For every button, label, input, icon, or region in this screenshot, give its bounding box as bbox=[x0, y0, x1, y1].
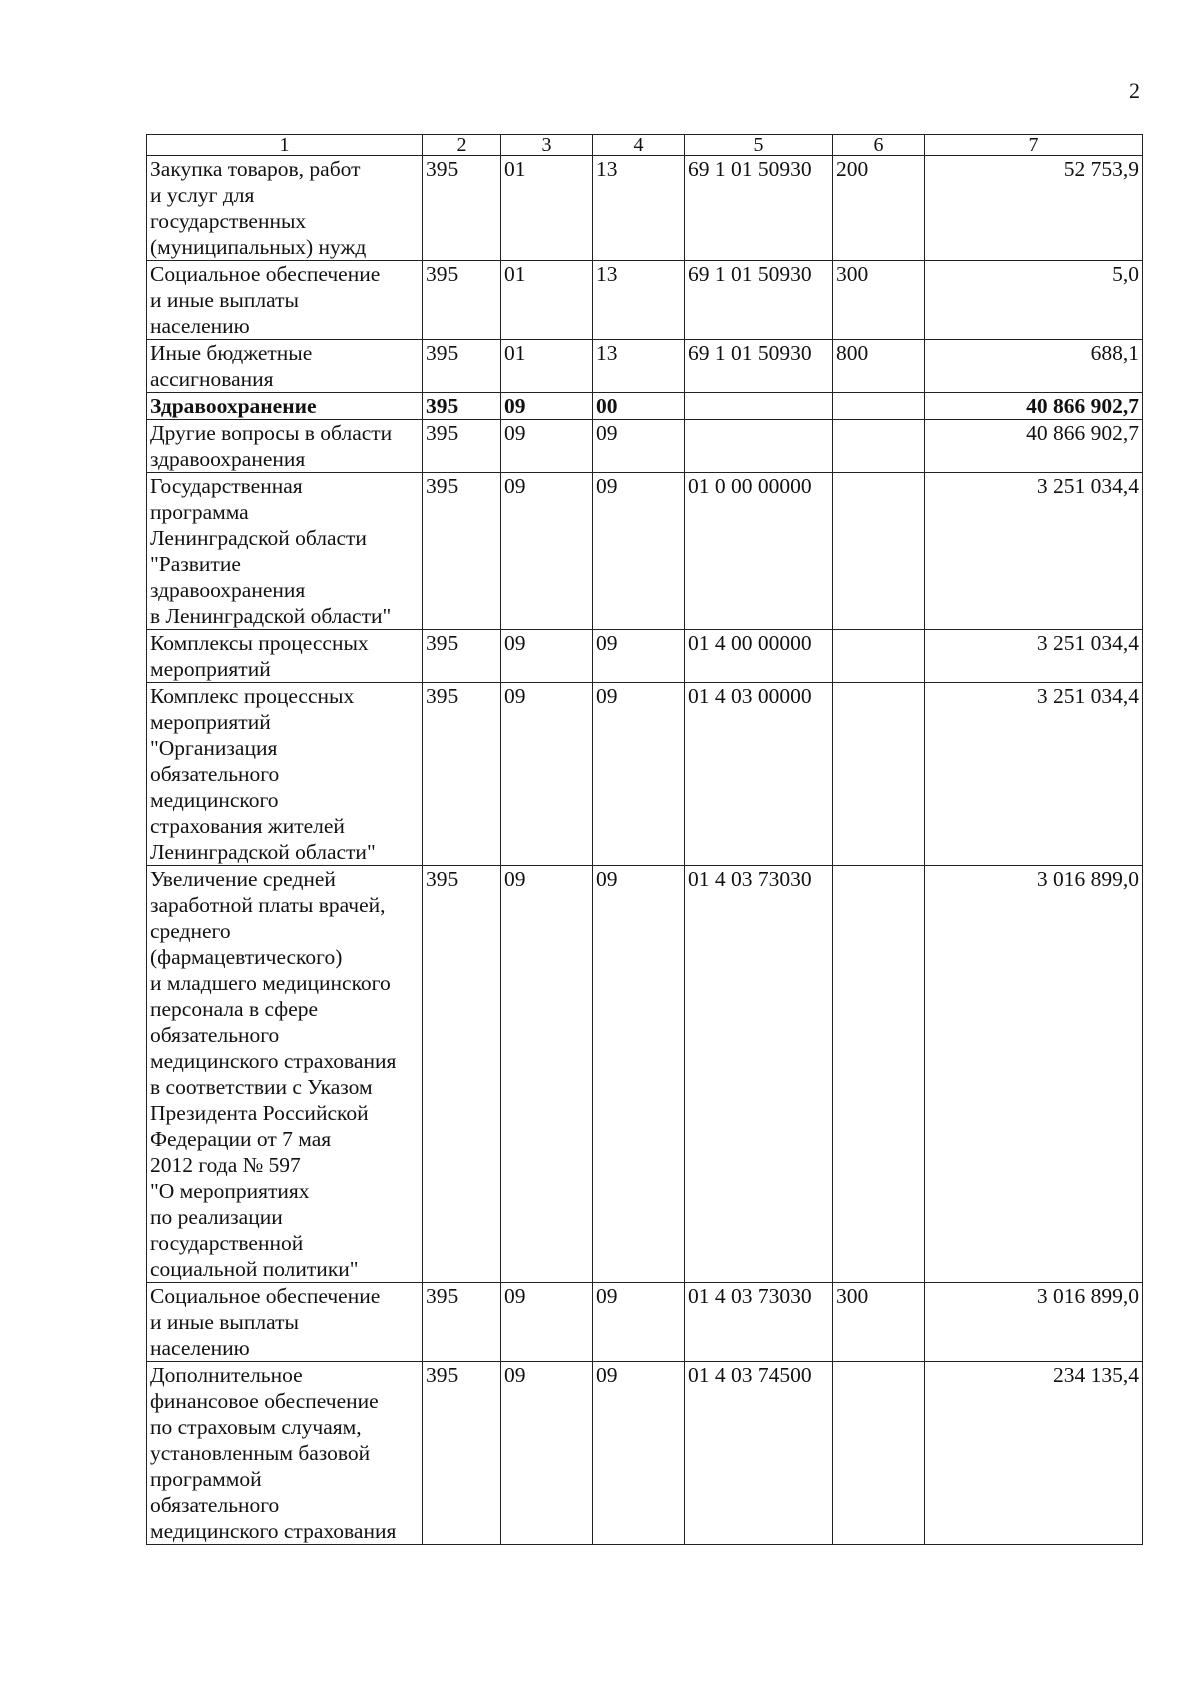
admin-code-cell: 395 bbox=[423, 866, 501, 1283]
expense-type-cell bbox=[833, 393, 925, 420]
row-name-line: в Ленинградской области" bbox=[150, 604, 392, 628]
admin-code-cell: 395 bbox=[423, 1362, 501, 1545]
admin-code-cell: 395 bbox=[423, 1283, 501, 1362]
section-code-cell: 09 bbox=[501, 866, 593, 1283]
target-article-cell: 01 4 03 74500 bbox=[685, 1362, 833, 1545]
subsection-code-cell: 09 bbox=[593, 420, 685, 473]
row-name-line: установленным базовой bbox=[150, 1441, 371, 1465]
admin-code-cell: 395 bbox=[423, 473, 501, 630]
row-name-line: страхования жителей bbox=[150, 814, 345, 838]
row-name-line: (муниципальных) нужд bbox=[150, 235, 367, 259]
table-body bbox=[147, 156, 1143, 1545]
target-article-cell: 69 1 01 50930 bbox=[685, 261, 833, 340]
expense-type-cell bbox=[833, 630, 925, 683]
row-name-line: населению bbox=[150, 314, 250, 338]
expense-type-cell: 800 bbox=[833, 340, 925, 393]
row-name-line: социальной политики" bbox=[150, 1257, 359, 1281]
table-row bbox=[147, 420, 1143, 473]
admin-code-cell: 395 bbox=[423, 261, 501, 340]
admin-code-cell: 395 bbox=[423, 683, 501, 866]
row-name-line: мероприятий bbox=[150, 710, 271, 734]
row-name-line: "Организация bbox=[150, 736, 278, 760]
section-code-cell: 01 bbox=[501, 261, 593, 340]
row-name-line: Иные бюджетные bbox=[150, 341, 313, 365]
row-name-line: и иные выплаты bbox=[150, 1310, 299, 1334]
row-name-line: обязательного bbox=[150, 1493, 280, 1517]
table-row bbox=[147, 1283, 1143, 1362]
row-name-cell bbox=[147, 683, 423, 866]
expense-type-cell: 200 bbox=[833, 156, 925, 261]
row-name-cell bbox=[147, 261, 423, 340]
row-name-line: Здравоохранение bbox=[150, 394, 317, 418]
row-name-line: программой bbox=[150, 1467, 262, 1491]
row-name-line: мероприятий bbox=[150, 657, 271, 681]
expense-type-cell bbox=[833, 1362, 925, 1545]
row-name-line: Ленинградской области bbox=[150, 526, 367, 550]
row-name-line: Дополнительное bbox=[150, 1363, 303, 1387]
admin-code-cell: 395 bbox=[423, 630, 501, 683]
row-name-line: Закупка товаров, работ bbox=[150, 157, 361, 181]
row-name-line: по реализации bbox=[150, 1205, 283, 1229]
row-name-line: государственной bbox=[150, 1231, 304, 1255]
target-article-cell: 69 1 01 50930 bbox=[685, 340, 833, 393]
admin-code-cell: 395 bbox=[423, 340, 501, 393]
row-name-line: медицинского страхования bbox=[150, 1049, 397, 1073]
admin-code-cell: 395 bbox=[423, 156, 501, 261]
row-name-line: финансовое обеспечение bbox=[150, 1389, 379, 1413]
row-name-line: обязательного bbox=[150, 762, 280, 786]
row-name-line: (фармацевтического) bbox=[150, 945, 343, 969]
row-name-line: Федерации от 7 мая bbox=[150, 1127, 332, 1151]
section-code-cell: 09 bbox=[501, 473, 593, 630]
row-name-line: и младшего медицинского bbox=[150, 971, 391, 995]
section-code-cell: 09 bbox=[501, 1283, 593, 1362]
row-name-line: по страховым случаям, bbox=[150, 1415, 362, 1439]
row-name-line: программа bbox=[150, 500, 249, 524]
row-name-cell bbox=[147, 473, 423, 630]
budget-table bbox=[146, 134, 1143, 1545]
row-name-line: 2012 года № 597 bbox=[150, 1153, 301, 1177]
admin-code-cell: 395 bbox=[423, 420, 501, 473]
row-name-line: Ленинградской области" bbox=[150, 840, 376, 864]
amount-cell: 234 135,4 bbox=[925, 1362, 1143, 1545]
row-name-line: государственных bbox=[150, 209, 307, 233]
row-name-line: в соответствии с Указом bbox=[150, 1075, 373, 1099]
row-name-cell bbox=[147, 1283, 423, 1362]
row-name-line: Другие вопросы в области bbox=[150, 421, 393, 445]
page-number: 2 bbox=[1129, 78, 1140, 103]
amount-cell: 3 016 899,0 bbox=[925, 866, 1143, 1283]
table-row bbox=[147, 473, 1143, 630]
row-name-line: Социальное обеспечение bbox=[150, 1284, 381, 1308]
row-name-cell bbox=[147, 1362, 423, 1545]
row-name-line: Увеличение средней bbox=[150, 867, 336, 891]
row-name-cell bbox=[147, 340, 423, 393]
row-name-line: здравоохранения bbox=[150, 578, 306, 602]
column-header: 2 bbox=[423, 135, 501, 156]
subsection-code-cell: 09 bbox=[593, 473, 685, 630]
row-name-line: здравоохранения bbox=[150, 447, 306, 471]
row-name-line: ассигнования bbox=[150, 367, 274, 391]
table-row bbox=[147, 340, 1143, 393]
column-header: 1 bbox=[147, 135, 423, 156]
target-article-cell bbox=[685, 420, 833, 473]
expense-type-cell: 300 bbox=[833, 1283, 925, 1362]
amount-cell: 3 251 034,4 bbox=[925, 630, 1143, 683]
row-name-line: персонала в сфере bbox=[150, 997, 319, 1021]
amount-cell: 40 866 902,7 bbox=[925, 393, 1143, 420]
amount-cell: 40 866 902,7 bbox=[925, 420, 1143, 473]
row-name-line: Президента Российской bbox=[150, 1101, 369, 1125]
subsection-code-cell: 09 bbox=[593, 866, 685, 1283]
row-name-line: Комплекс процессных bbox=[150, 684, 355, 708]
row-name-cell bbox=[147, 630, 423, 683]
amount-cell: 688,1 bbox=[925, 340, 1143, 393]
table-row bbox=[147, 156, 1143, 261]
subsection-code-cell: 13 bbox=[593, 340, 685, 393]
expense-type-cell: 300 bbox=[833, 261, 925, 340]
target-article-cell: 01 4 03 73030 bbox=[685, 1283, 833, 1362]
table-row bbox=[147, 1362, 1143, 1545]
subsection-code-cell: 09 bbox=[593, 1362, 685, 1545]
column-header: 5 bbox=[685, 135, 833, 156]
row-name-line: Комплексы процессных bbox=[150, 631, 369, 655]
row-name-line: Государственная bbox=[150, 474, 303, 498]
row-name-line: Социальное обеспечение bbox=[150, 262, 381, 286]
row-name-line: заработной платы врачей, bbox=[150, 893, 386, 917]
table-row bbox=[147, 866, 1143, 1283]
row-name-line: "Развитие bbox=[150, 552, 241, 576]
row-name-cell bbox=[147, 156, 423, 261]
column-header: 4 bbox=[593, 135, 685, 156]
row-name-line: населению bbox=[150, 1336, 250, 1360]
target-article-cell: 69 1 01 50930 bbox=[685, 156, 833, 261]
subsection-code-cell: 09 bbox=[593, 683, 685, 866]
amount-cell: 52 753,9 bbox=[925, 156, 1143, 261]
row-name-line: медицинского страхования bbox=[150, 1519, 397, 1543]
amount-cell: 3 251 034,4 bbox=[925, 473, 1143, 630]
row-name-cell bbox=[147, 393, 423, 420]
column-header: 3 bbox=[501, 135, 593, 156]
section-code-cell: 01 bbox=[501, 156, 593, 261]
section-code-cell: 09 bbox=[501, 420, 593, 473]
expense-type-cell bbox=[833, 683, 925, 866]
row-name-line: и услуг для bbox=[150, 183, 255, 207]
row-name-cell bbox=[147, 420, 423, 473]
section-code-cell: 09 bbox=[501, 630, 593, 683]
row-name-line: "О мероприятиях bbox=[150, 1179, 310, 1203]
row-name-line: обязательного bbox=[150, 1023, 280, 1047]
table-row bbox=[147, 261, 1143, 340]
section-code-cell: 01 bbox=[501, 340, 593, 393]
section-code-cell: 09 bbox=[501, 393, 593, 420]
target-article-cell bbox=[685, 393, 833, 420]
subsection-code-cell: 00 bbox=[593, 393, 685, 420]
expense-type-cell bbox=[833, 473, 925, 630]
admin-code-cell: 395 bbox=[423, 393, 501, 420]
subsection-code-cell: 09 bbox=[593, 1283, 685, 1362]
target-article-cell: 01 0 00 00000 bbox=[685, 473, 833, 630]
table-row bbox=[147, 683, 1143, 866]
amount-cell: 3 251 034,4 bbox=[925, 683, 1143, 866]
row-name-line: медицинского bbox=[150, 788, 279, 812]
subsection-code-cell: 13 bbox=[593, 156, 685, 261]
section-code-cell: 09 bbox=[501, 683, 593, 866]
column-header: 7 bbox=[925, 135, 1143, 156]
row-name-line: среднего bbox=[150, 919, 231, 943]
table-row bbox=[147, 393, 1143, 420]
amount-cell: 5,0 bbox=[925, 261, 1143, 340]
row-name-line: и иные выплаты bbox=[150, 288, 299, 312]
amount-cell: 3 016 899,0 bbox=[925, 1283, 1143, 1362]
target-article-cell: 01 4 03 73030 bbox=[685, 866, 833, 1283]
column-header: 6 bbox=[833, 135, 925, 156]
subsection-code-cell: 13 bbox=[593, 261, 685, 340]
target-article-cell: 01 4 03 00000 bbox=[685, 683, 833, 866]
expense-type-cell bbox=[833, 866, 925, 1283]
subsection-code-cell: 09 bbox=[593, 630, 685, 683]
table-row bbox=[147, 630, 1143, 683]
target-article-cell: 01 4 00 00000 bbox=[685, 630, 833, 683]
header-row bbox=[147, 135, 1143, 156]
row-name-cell bbox=[147, 866, 423, 1283]
expense-type-cell bbox=[833, 420, 925, 473]
section-code-cell: 09 bbox=[501, 1362, 593, 1545]
